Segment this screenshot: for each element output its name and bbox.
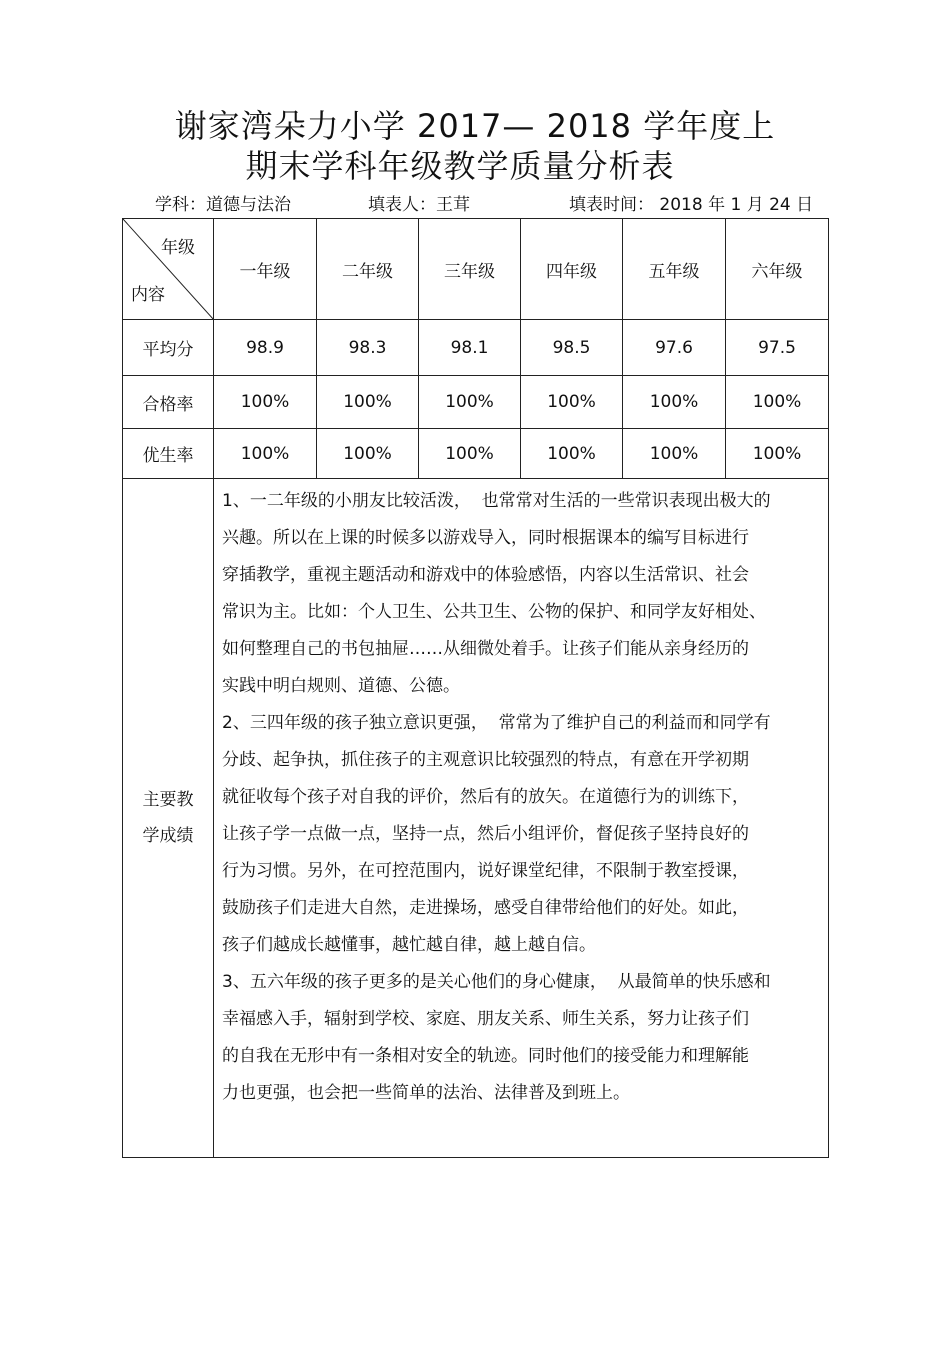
table-row-average — [123, 320, 829, 376]
grade-header: 四年级 — [521, 219, 623, 320]
content-line: 行为习惯。另外，在可控范围内，说好课堂纪律，不限制于教室授课， — [222, 861, 749, 881]
average-score: 97.6 — [623, 320, 726, 376]
excellent-rate: 100% — [623, 429, 726, 479]
grade-header: 二年级 — [317, 219, 419, 320]
pass-rate: 100% — [726, 376, 829, 429]
excellent-rate: 100% — [726, 429, 829, 479]
average-score: 98.9 — [214, 320, 317, 376]
pass-rate: 100% — [521, 376, 623, 429]
content-line: 穿插教学，重视主题活动和游戏中的体验感悟，内容以生活常识、社会 — [222, 565, 749, 585]
content-line: 让孩子学一点做一点，坚持一点，然后小组评价，督促孩子坚持良好的 — [222, 824, 749, 844]
content-line: 常识为主。比如：个人卫生、公共卫生、公物的保护、和同学友好相处、 — [222, 602, 766, 622]
row-label: 优生率 — [123, 429, 214, 479]
title-line-2: 期末学科年级教学质量分析表 — [245, 147, 675, 185]
content-line: 就征收每个孩子对自我的评价，然后有的放矢。在道德行为的训练下， — [222, 787, 749, 807]
date-field: 填表时间： 2018 年 1 月 24 日 — [569, 195, 814, 215]
row-label: 平均分 — [123, 320, 214, 376]
row-label: 合格率 — [123, 376, 214, 429]
table-row-excellent-rate — [123, 429, 829, 479]
grade-header: 一年级 — [214, 219, 317, 320]
content-line: 孩子们越成长越懂事，越忙越自律，越上越自信。 — [222, 935, 596, 955]
pass-rate: 100% — [419, 376, 521, 429]
content-line: 2、三四年级的孩子独立意识更强， 常常为了维护自己的利益而和同学有 — [222, 713, 771, 733]
grade-header: 三年级 — [419, 219, 521, 320]
content-line: 幸福感入手，辐射到学校、家庭、朋友关系、师生关系，努力让孩子们 — [222, 1009, 749, 1029]
quality-analysis-table — [122, 218, 829, 1158]
filler-field: 填表人：王茸 — [368, 195, 470, 215]
excellent-rate: 100% — [214, 429, 317, 479]
achievement-label — [123, 479, 214, 1158]
header-row — [123, 219, 829, 320]
corner-label-grade: 年级 — [161, 238, 195, 258]
average-score: 97.5 — [726, 320, 829, 376]
corner-cell — [123, 219, 214, 320]
content-line: 实践中明白规则、道德、公德。 — [222, 676, 460, 696]
content-line: 鼓励孩子们走进大自然，走进操场，感受自律带给他们的好处。如此， — [222, 898, 749, 918]
content-line: 1、一二年级的小朋友比较活泼， 也常常对生活的一些常识表现出极大的 — [222, 491, 771, 511]
content-line: 分歧、起争执，抓住孩子的主观意识比较强烈的特点，有意在开学初期 — [222, 750, 749, 770]
pass-rate: 100% — [623, 376, 726, 429]
subject-field: 学科：道德与法治 — [155, 195, 291, 215]
content-line: 力也更强，也会把一些简单的法治、法律普及到班上。 — [222, 1083, 630, 1103]
achievement-label-line: 学成绩 — [142, 826, 194, 846]
title-line-1: 谢家湾朵力小学 2017— 2018 学年度上 — [174, 107, 776, 145]
content-line: 3、五六年级的孩子更多的是关心他们的身心健康， 从最简单的快乐感和 — [222, 972, 771, 992]
average-score: 98.3 — [317, 320, 419, 376]
content-line: 的自我在无形中有一条相对安全的轨迹。同时他们的接受能力和理解能 — [222, 1046, 749, 1066]
achievement-label-line: 主要教 — [142, 790, 194, 810]
excellent-rate: 100% — [419, 429, 521, 479]
pass-rate: 100% — [214, 376, 317, 429]
average-score: 98.5 — [521, 320, 623, 376]
grade-header: 六年级 — [726, 219, 829, 320]
content-line: 兴趣。所以在上课的时候多以游戏导入，同时根据课本的编写目标进行 — [222, 528, 749, 548]
average-score: 98.1 — [419, 320, 521, 376]
excellent-rate: 100% — [317, 429, 419, 479]
content-line: 如何整理自己的书包抽屉……从细微处着手。让孩子们能从亲身经历的 — [222, 639, 749, 659]
pass-rate: 100% — [317, 376, 419, 429]
table-row-pass-rate — [123, 376, 829, 429]
excellent-rate: 100% — [521, 429, 623, 479]
table-row-achievements — [123, 479, 829, 1158]
grade-header: 五年级 — [623, 219, 726, 320]
achievement-content — [214, 479, 829, 1158]
corner-label-content: 内容 — [131, 285, 165, 305]
